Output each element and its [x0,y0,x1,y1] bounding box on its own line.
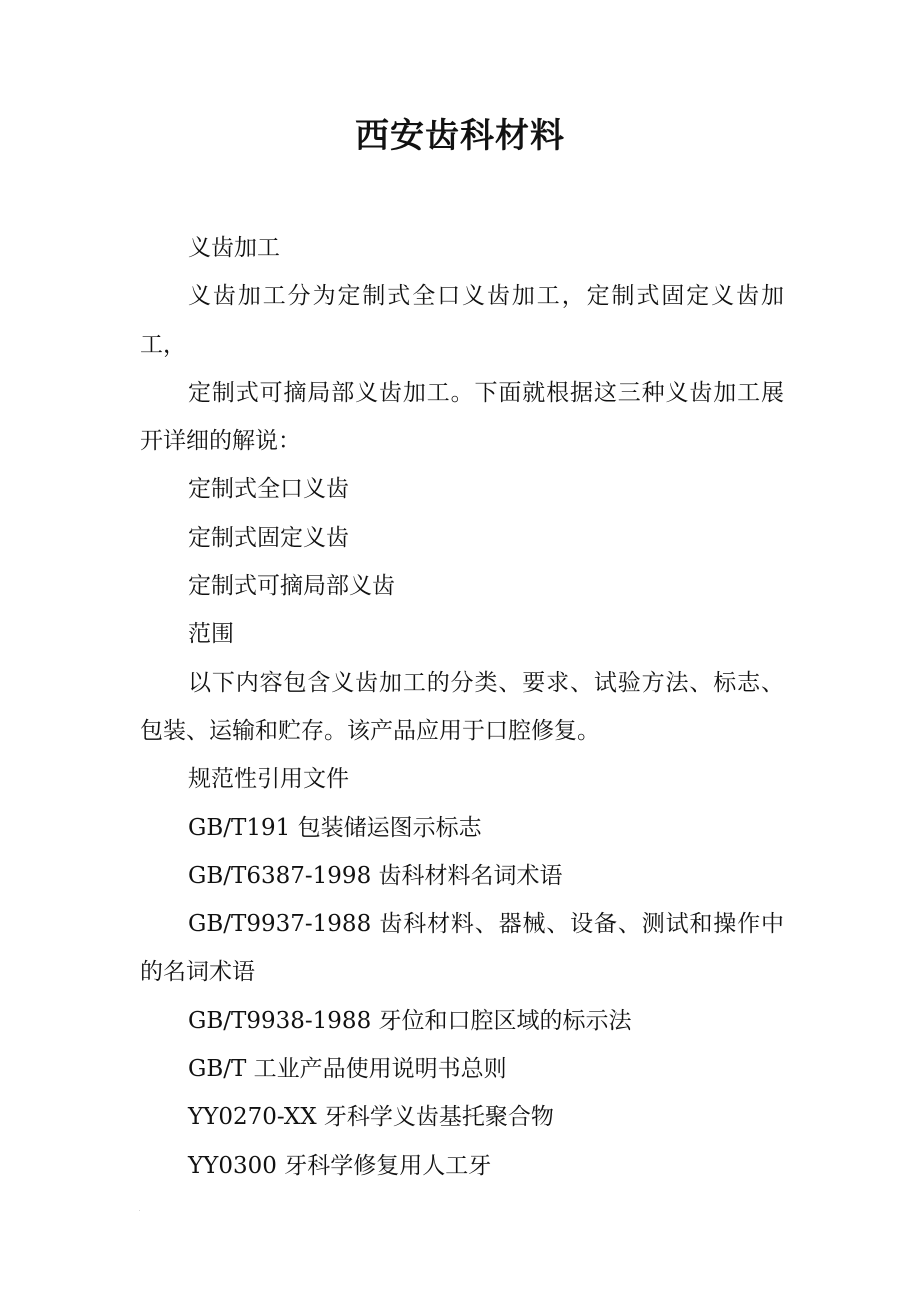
section-heading-normative-references: 规范性引用文件 [188,766,349,793]
list-item-complete-denture: 定制式全口义齿 [188,476,349,503]
paragraph-processing-types: 义齿加工分为定制式全口义齿加工，定制式固定义齿加工， [140,283,784,358]
document-title: 西安齿科材料 [355,116,565,156]
paragraph-heading-denture-processing: 义齿加工 [188,235,280,261]
list-item-fixed-denture: 定制式固定义齿 [188,524,349,551]
list-item-removable-partial-denture: 定制式可摘局部义齿 [188,573,395,600]
reference-item-gbt9937: GB/T9937-1988 齿科材料、器械、设备、测试和操作中的名词术语 [140,911,784,986]
reference-item-gbt9938: GB/T9938-1988 牙位和口腔区域的标示法 [188,1007,632,1034]
reference-item-gbt191: GB/T191 包装储运图示标志 [188,814,482,841]
reference-item-yy0300: YY0300 牙科学修复用人工牙 [188,1152,492,1179]
paragraph-removable-intro: 定制式可摘局部义齿加工。下面就根据这三种义齿加工展开详细的解说： [140,379,784,455]
section-heading-scope: 范围 [188,621,234,648]
page-speck [139,1210,140,1211]
reference-item-gbt-manual: GB/T 工业产品使用说明书总则 [188,1056,507,1083]
reference-item-gbt6387: GB/T6387-1998 齿科材料名词术语 [188,862,563,889]
reference-item-yy0270: YY0270-XX 牙科学义齿基托聚合物 [188,1104,554,1131]
paragraph-scope-content: 以下内容包含义齿加工的分类、要求、试验方法、标志、包装、运输和贮存。该产品应用于口腔修复。 [140,669,784,744]
document-body [140,224,784,1190]
